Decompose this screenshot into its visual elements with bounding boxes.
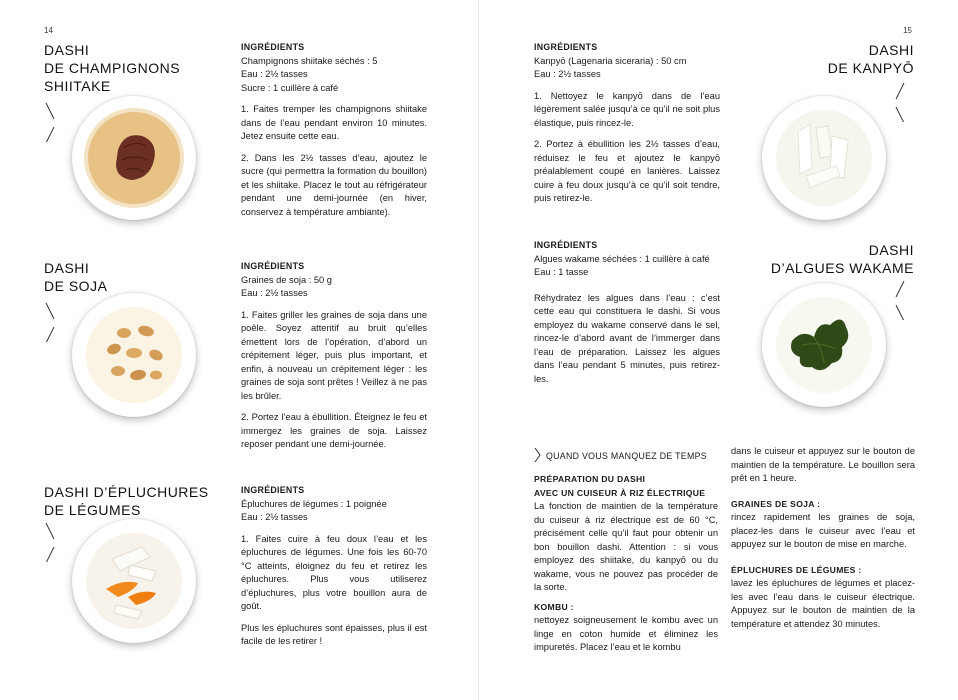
page-number: 15 xyxy=(903,26,912,35)
recipe-step: 1. Faites griller les graines de soja dans une poêle. Soyez attentif au bruit qu’elles émettent lors de l’opération, d’abord un crépitement léger, puis plus important, et enfin, à nouveau un crépitement léger : les graines de soja sont prêtes ! Veillez à ne pas les brûler. xyxy=(241,309,427,401)
recipe-step: Plus les épluchures sont épaisses, plus il est facile de les retirer ! xyxy=(241,622,427,646)
wakame-bowl-image xyxy=(762,283,886,407)
recipe-step: Réhydratez les algues dans l’eau : c’est cette eau qui constituera le dashi. Si vous employez du wakame conservé dans le sel, rincez-le d’abord avant de l’immerger dans l’eau de préparation. Laissez les algues dans l’eau pendant 5 minutes, puis retirez-les. xyxy=(534,292,720,384)
ingredients-list xyxy=(534,55,720,82)
ingredient-item: Sucre : 1 cuillère à café xyxy=(241,82,339,93)
soja-label: GRAINES DE SOJA : xyxy=(731,498,821,509)
ingredient-item: Algues wakame séchées : 1 cuillère à café xyxy=(534,253,710,264)
ingredients-heading: INGRÉDIENTS xyxy=(241,42,305,52)
recipe-shiitake xyxy=(241,41,427,219)
slash-divider-icon xyxy=(44,302,64,342)
recipe-step: 2. Portez l’eau à ébullition. Éteignez le feu et immergez les graines de soja. Laissez reposer pendant une demi-journée. xyxy=(241,412,427,449)
recipe-title-shiitake: DASHI DE CHAMPIGNONS SHIITAKE xyxy=(44,42,181,94)
tip-column-right xyxy=(731,445,915,631)
ingredient-item: Eau : 1 tasse xyxy=(534,267,589,277)
tip-subheading: PRÉPARATION DU DASHI xyxy=(534,474,646,484)
recipe-wakame xyxy=(534,239,720,386)
soja-bowl-image xyxy=(72,293,196,417)
tip-heading: QUAND VOUS MANQUEZ DE TEMPS xyxy=(546,451,707,461)
ingredient-item: Eau : 2½ tasses xyxy=(241,69,308,79)
slash-divider-icon xyxy=(894,280,914,320)
tip-intro: La fonction de maintien de la température du cuiseur à riz électrique est de 60 °C, précisément celle qu’il faut pour obtenir un bon bouillon dashi. Attention : si vous employez des shiitake, du kanpyō ou du wakame, vous ne pouvez pas procéder de la sorte. xyxy=(534,501,718,592)
recipe-step: 1. Faites cuire à feu doux l’eau et les épluchures de légumes. Une fois les 60-70 °C atteints, éloignez du feu et retirez les épluchures. Plus vous utiliserez d’épluchures, plus votre bouillon aura de goût. xyxy=(241,533,427,611)
tip-column-left xyxy=(534,473,718,655)
recipe-step: 1. Nettoyez le kanpyō dans de l’eau légèrement salée jusqu’à ce qu’il ne soit plus élastique, puis rincez-le. xyxy=(534,90,720,128)
recipe-step: 2. Dans les 2½ tasses d’eau, ajoutez le sucre (qui permettra la formation du bouillon) et les shiitake. Placez le tout au réfrigérateur pendant une demi-journée (en hiver, conservez à température ambiante). xyxy=(241,152,427,217)
chevron-right-icon xyxy=(534,447,542,463)
ingredients-list xyxy=(241,55,427,96)
ingredient-item: Champignons shiitake séchés : 5 xyxy=(241,55,378,66)
ingredient-item: Épluchures de légumes : 1 poignée xyxy=(241,498,387,509)
slash-divider-icon xyxy=(44,522,64,562)
recipe-title-epluchures: DASHI D’ÉPLUCHURES DE LÉGUMES xyxy=(44,484,209,518)
recipe-step: 1. Faites tremper les champignons shiitake dans de l’eau pendant environ 10 minutes. Jetez ensuite cette eau. xyxy=(241,104,427,141)
recipe-title-soja: DASHI DE SOJA xyxy=(44,260,108,294)
ingredient-item: Eau : 2½ tasses xyxy=(534,69,601,79)
recipe-title-wakame: DASHI D’ALGUES WAKAME xyxy=(770,242,914,276)
ingredients-heading: INGRÉDIENTS xyxy=(241,261,305,271)
ingredients-heading: INGRÉDIENTS xyxy=(534,240,598,250)
page-number: 14 xyxy=(44,26,53,35)
recipe-step: 2. Portez à ébullition les 2½ tasses d’eau, réduisez le feu et ajoutez le kanpyō préalablement coupé en lanières. Laissez cuire à feu doux jusqu’à ce qu’il soit tendre, puis retirez-le. xyxy=(534,139,720,203)
ingredient-item: Kanpyō (Lagenaria siceraria) : 50 cm xyxy=(534,55,687,66)
epluchures-bowl-image xyxy=(72,519,196,643)
kombu-label: KOMBU : xyxy=(534,601,574,612)
kombu-text-continued: dans le cuiseur et appuyez sur le bouton de maintien de la température. Le bouillon sera prêt en 1 heure. xyxy=(731,446,915,483)
ingredient-item: Eau : 2½ tasses xyxy=(241,512,308,522)
recipe-kanpyo xyxy=(534,41,720,206)
soja-text: rincez rapidement les graines de soja, placez-les dans le cuiseur avec l’eau et appuyez sur le bouton de mise en marche. xyxy=(731,512,915,549)
ingredient-item: Graines de soja : 50 g xyxy=(241,274,332,285)
ingredient-item: Eau : 2½ tasses xyxy=(241,288,308,298)
tip-subheading: AVEC UN CUISEUR À RIZ ÉLECTRIQUE xyxy=(534,487,706,498)
recipe-title-kanpyo: DASHI DE KANPYŌ xyxy=(827,42,914,76)
ingredients-heading: INGRÉDIENTS xyxy=(534,42,598,52)
ingredients-heading: INGRÉDIENTS xyxy=(241,485,305,495)
ingredients-list xyxy=(241,498,427,525)
ingredients-list xyxy=(241,274,427,301)
slash-divider-icon xyxy=(894,82,914,122)
legumes-text: lavez les épluchures de légumes et placez-les avec l’eau dans le cuiseur électrique. Appuyez sur le bouton de maintien de la température et attendez 30 minutes. xyxy=(731,578,915,629)
shiitake-bowl-image xyxy=(72,96,196,220)
kanpyo-bowl-image xyxy=(762,96,886,220)
recipe-epluchures xyxy=(241,484,427,649)
legumes-label: ÉPLUCHURES DE LÉGUMES : xyxy=(731,564,862,575)
right-page xyxy=(479,0,958,700)
slash-divider-icon xyxy=(44,102,64,142)
ingredients-list xyxy=(534,253,720,280)
recipe-soja xyxy=(241,260,427,452)
kombu-text: nettoyez soigneusement le kombu avec un linge en coton humide et éliminez les impuretés. Placez l’eau et le kombu xyxy=(534,615,718,652)
